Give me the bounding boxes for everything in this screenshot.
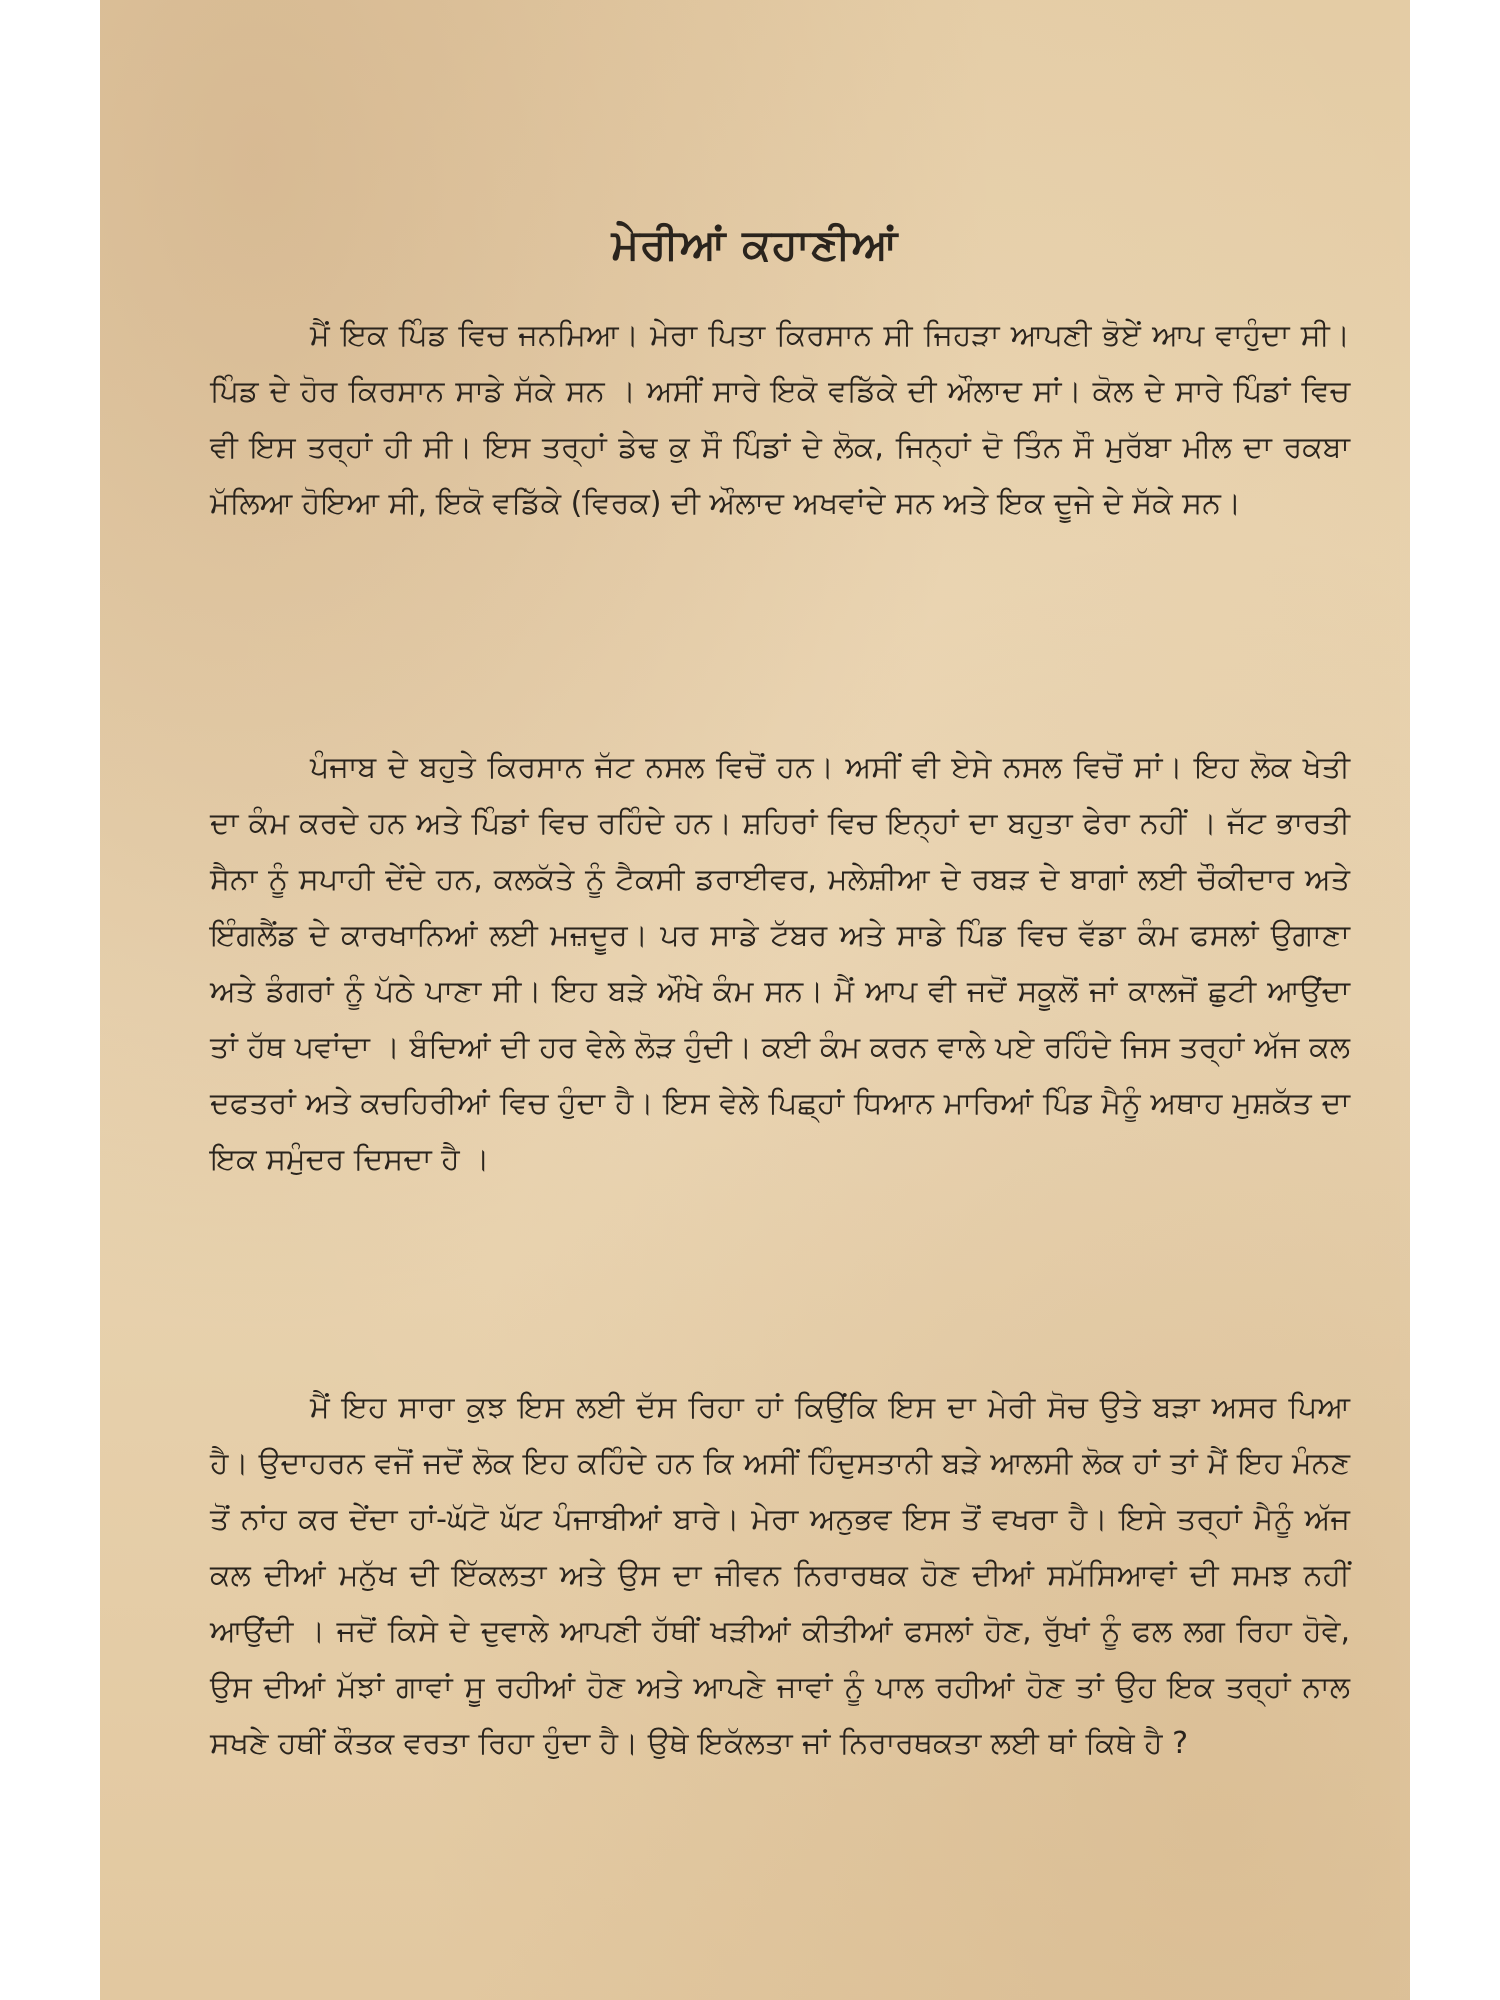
paragraph-2: ਪੰਜਾਬ ਦੇ ਬਹੁਤੇ ਕਿਰਸਾਨ ਜੱਟ ਨਸਲ ਵਿਚੋਂ ਹਨ। ਅਸੀਂ ਵੀ ਏਸੇ ਨਸਲ ਵਿਚੋਂ ਸਾਂ। ਇਹ ਲੋਕ ਖੇਤੀ ਦਾ ਕੰਮ ਕਰਦੇ ਹਨ ਅਤੇ ਪਿੰਡਾਂ ਵਿਚ ਰਹਿੰਦੇ ਹਨ। ਸ਼ਹਿਰਾਂ ਵਿਚ ਇਨ੍ਹਾਂ ਦਾ ਬਹੁਤਾ ਫੇਰਾ ਨਹੀਂ । ਜੱਟ ਭਾਰਤੀ ਸੈਨਾ ਨੂੰ ਸਪਾਹੀ ਦੇਂਦੇ ਹਨ, ਕਲਕੱਤੇ ਨੂੰ ਟੈਕਸੀ ਡਰਾਈਵਰ, ਮਲੇਸ਼ੀਆ ਦੇ ਰਬੜ ਦੇ ਬਾਗਾਂ ਲਈ ਚੌਕੀਦਾਰ ਅਤੇ ਇੰਗਲੈਂਡ ਦੇ ਕਾਰਖਾਨਿਆਂ ਲਈ ਮਜ਼ਦੂਰ। ਪਰ ਸਾਡੇ ਟੱਬਰ ਅਤੇ ਸਾਡੇ ਪਿੰਡ ਵਿਚ ਵੱਡਾ ਕੰਮ ਫਸਲਾਂ ਉਗਾਣਾ ਅਤੇ ਡੰਗਰਾਂ ਨੂੰ ਪੱਠੇ ਪਾਣਾ ਸੀ। ਇਹ ਬੜੇ ਔਖੇ ਕੰਮ ਸਨ। ਮੈਂ ਆਪ ਵੀ ਜਦੋਂ ਸਕੂਲੋਂ ਜਾਂ ਕਾਲਜੋਂ ਛੁਟੀ ਆਉਂਦਾ ਤਾਂ ਹੱਥ ਪਵਾਂਦਾ । ਬੰਦਿਆਂ ਦੀ ਹਰ ਵੇਲੇ ਲੋੜ ਹੁੰਦੀ। ਕਈ ਕੰਮ ਕਰਨ ਵਾਲੇ ਪਏ ਰਹਿੰਦੇ ਜਿਸ ਤਰ੍ਹਾਂ ਅੱਜ ਕਲ ਦਫਤਰਾਂ ਅਤੇ ਕਚਹਿਰੀਆਂ ਵਿਚ ਹੁੰਦਾ ਹੈ। ਇਸ ਵੇਲੇ ਪਿਛ੍ਹਾਂ ਧਿਆਨ ਮਾਰਿਆਂ ਪਿੰਡ ਮੈਨੂੰ ਅਥਾਹ ਮੁਸ਼ਕੱਤ ਦਾ ਇਕ ਸਮੁੰਦਰ ਦਿਸਦਾ ਹੈ । bbox=[210, 750, 1350, 1177]
page-title: ਮੇਰੀਆਂ ਕਹਾਣੀਆਂ bbox=[611, 220, 899, 270]
book-page bbox=[100, 0, 1410, 2000]
paragraph-1: ਮੈਂ ਇਕ ਪਿੰਡ ਵਿਚ ਜਨਮਿਆ। ਮੇਰਾ ਪਿਤਾ ਕਿਰਸਾਨ ਸੀ ਜਿਹੜਾ ਆਪਣੀ ਭੋਏਂ ਆਪ ਵਾਹੁੰਦਾ ਸੀ। ਪਿੰਡ ਦੇ ਹੋਰ ਕਿਰਸਾਨ ਸਾਡੇ ਸੱਕੇ ਸਨ । ਅਸੀਂ ਸਾਰੇ ਇਕੋ ਵਡਿੱਕੇ ਦੀ ਔਲਾਦ ਸਾਂ। ਕੋਲ ਦੇ ਸਾਰੇ ਪਿੰਡਾਂ ਵਿਚ ਵੀ ਇਸ ਤਰ੍ਹਾਂ ਹੀ ਸੀ। ਇਸ ਤਰ੍ਹਾਂ ਡੇਢ ਕੁ ਸੌ ਪਿੰਡਾਂ ਦੇ ਲੋਕ, ਜਿਨ੍ਹਾਂ ਦੋ ਤਿੰਨ ਸੌ ਮੁਰੱਬਾ ਮੀਲ ਦਾ ਰਕਬਾ ਮੱਲਿਆ ਹੋਇਆ ਸੀ, ਇਕੋ ਵਡਿੱਕੇ (ਵਿਰਕ) ਦੀ ਔਲਾਦ ਅਖਵਾਂਦੇ ਸਨ ਅਤੇ ਇਕ ਦੂਜੇ ਦੇ ਸੱਕੇ ਸਨ। bbox=[210, 318, 1350, 521]
paragraph-3: ਮੈਂ ਇਹ ਸਾਰਾ ਕੁਝ ਇਸ ਲਈ ਦੱਸ ਰਿਹਾ ਹਾਂ ਕਿਉਂਕਿ ਇਸ ਦਾ ਮੇਰੀ ਸੋਚ ਉਤੇ ਬੜਾ ਅਸਰ ਪਿਆ ਹੈ। ਉਦਾਹਰਨ ਵਜੋਂ ਜਦੋਂ ਲੋਕ ਇਹ ਕਹਿੰਦੇ ਹਨ ਕਿ ਅਸੀਂ ਹਿੰਦੁਸਤਾਨੀ ਬੜੇ ਆਲਸੀ ਲੋਕ ਹਾਂ ਤਾਂ ਮੈਂ ਇਹ ਮੰਨਣ ਤੋਂ ਨਾਂਹ ਕਰ ਦੇਂਦਾ ਹਾਂ-ਘੱਟੋ ਘੱਟ ਪੰਜਾਬੀਆਂ ਬਾਰੇ। ਮੇਰਾ ਅਨੁਭਵ ਇਸ ਤੋਂ ਵਖਰਾ ਹੈ। ਇਸੇ ਤਰ੍ਹਾਂ ਮੈਨੂੰ ਅੱਜ ਕਲ ਦੀਆਂ ਮਨੁੱਖ ਦੀ ਇੱਕਲਤਾ ਅਤੇ ਉਸ ਦਾ ਜੀਵਨ ਨਿਰਾਰਥਕ ਹੋਣ ਦੀਆਂ ਸਮੱਸਿਆਵਾਂ ਦੀ ਸਮਝ ਨਹੀਂ ਆਉਂਦੀ । ਜਦੋਂ ਕਿਸੇ ਦੇ ਦੁਵਾਲੇ ਆਪਣੀ ਹੱਥੀਂ ਖੜੀਆਂ ਕੀਤੀਆਂ ਫਸਲਾਂ ਹੋਣ, ਰੁੱਖਾਂ ਨੂੰ ਫਲ ਲਗ ਰਿਹਾ ਹੋਵੇ, ਉਸ ਦੀਆਂ ਮੱਝਾਂ ਗਾਵਾਂ ਸੂ ਰਹੀਆਂ ਹੋਣ ਅਤੇ ਆਪਣੇ ਜਾਵਾਂ ਨੂੰ ਪਾਲ ਰਹੀਆਂ ਹੋਣ ਤਾਂ ਉਹ ਇਕ ਤਰ੍ਹਾਂ ਨਾਲ ਸਖਣੇ ਹਥੀਂ ਕੌਤਕ ਵਰਤਾ ਰਿਹਾ ਹੁੰਦਾ ਹੈ। ਉਥੇ ਇਕੱਲਤਾ ਜਾਂ ਨਿਰਾਰਥਕਤਾ ਲਈ ਥਾਂ ਕਿਥੇ ਹੈ ? bbox=[210, 1390, 1350, 1761]
